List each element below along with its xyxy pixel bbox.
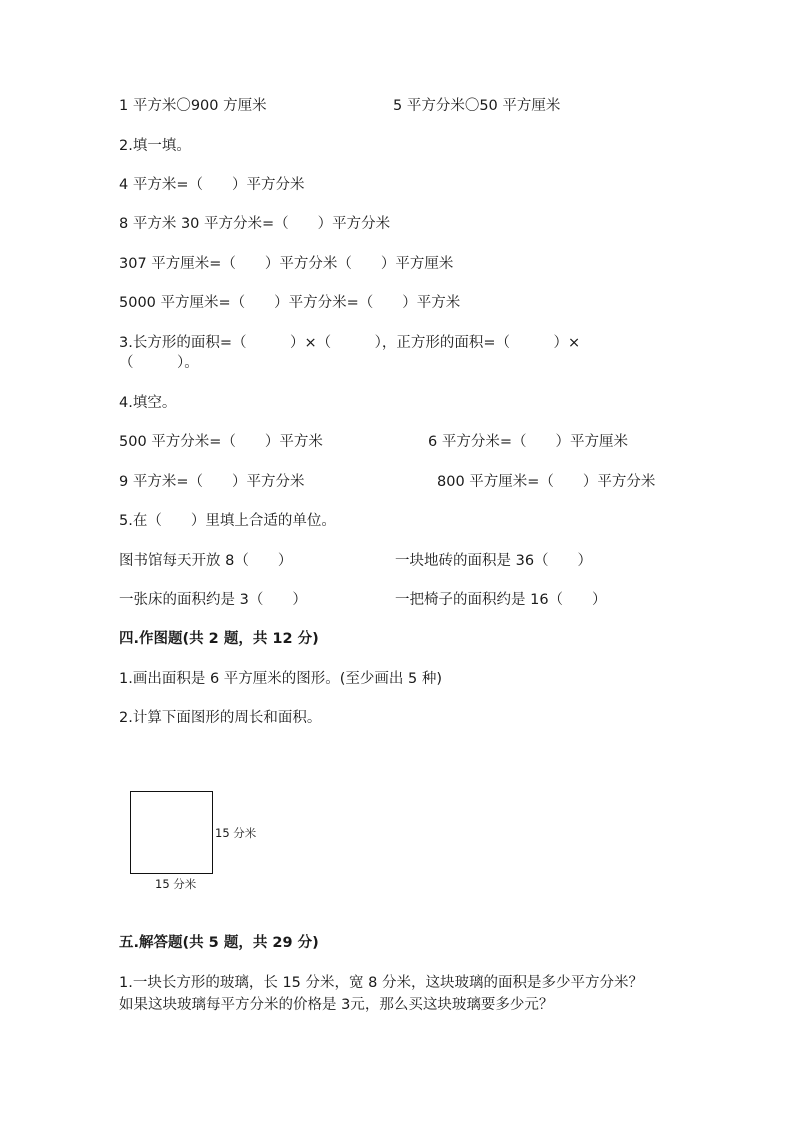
q5-row2-left: 一张床的面积约是 3（ ） [119,592,307,608]
section-5-q1-line-1: 1.一块长方形的玻璃，长 15 分米，宽 8 分米，这块玻璃的面积是多少平方分米？ [119,975,643,991]
section-4-q2: 2.计算下面图形的周长和面积。 [119,710,322,726]
q4-title: 4.填空。 [119,395,177,411]
q4-row2-right: 800 平方厘米=（ ）平方分米 [437,474,656,490]
q5-row1-right: 一块地砖的面积是 36（ ） [395,553,593,569]
q4-row2-left: 9 平方米=（ ）平方分米 [119,474,305,490]
compare-right: 5 平方分米〇50 平方厘米 [393,98,561,114]
q3-line-1: 3.长方形的面积=（ ）×（ ），正方形的面积=（ ）× [119,335,581,351]
section-4-heading: 四.作图题(共 2 题，共 12 分) [119,631,319,647]
q2-line-1: 4 平方米=（ ）平方分米 [119,177,305,193]
q2-line-4: 5000 平方厘米=（ ）平方分米=（ ）平方米 [119,295,461,311]
q2-line-3: 307 平方厘米=（ ）平方分米（ ）平方厘米 [119,256,454,272]
square-bottom-label: 15 分米 [155,877,197,891]
section-4-q1: 1.画出面积是 6 平方厘米的图形。(至少画出 5 种) [119,671,443,687]
square-side-label: 15 分米 [215,826,257,840]
q5-row1-left: 图书馆每天开放 8（ ） [119,553,293,569]
q2-title: 2.填一填。 [119,138,191,154]
q5-title: 5.在（ ）里填上合适的单位。 [119,513,336,529]
q2-line-2: 8 平方米 30 平方分米=（ ）平方分米 [119,216,391,232]
compare-left: 1 平方米〇900 方厘米 [119,98,267,114]
q5-row2-right: 一把椅子的面积约是 16（ ） [395,592,607,608]
q4-row1-left: 500 平方分米=（ ）平方米 [119,434,323,450]
section-5-heading: 五.解答题(共 5 题，共 29 分) [119,935,319,951]
square-figure [130,791,213,874]
q3-line-2: （ ）。 [119,355,199,371]
section-5-q1-line-2: 如果这块玻璃每平方分米的价格是 3元，那么买这块玻璃要多少元？ [119,997,554,1013]
q4-row1-right: 6 平方分米=（ ）平方厘米 [428,434,628,450]
